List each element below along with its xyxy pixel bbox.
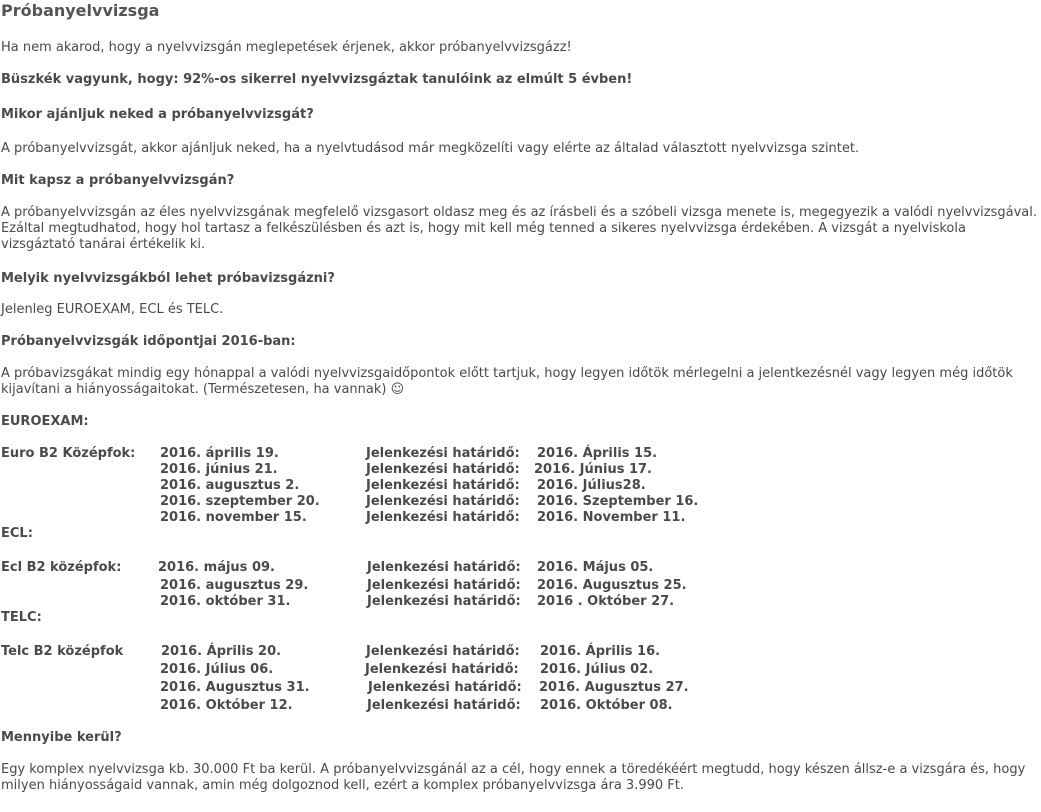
exam-heading-euroexam: EUROEXAM: — [1, 414, 89, 429]
answer-when: A próbanyelvvizsgát, akkor ajánljuk neked, ha a nyelvtudásod már megközelíti vagy elérte az általad választott nyelvvizsga szintet. — [1, 141, 860, 156]
answer-price: Egy komplex nyelvvizsga kb. 30.000 Ft ba kerül. A próbanyelvvizsgánál az a cél, hogy ennek a töredékéért megtudd, hogy készen állsz-e a vizsgára és, hogy milyen hiányosságaid vannak, amin még dolgoznod kell, ezért a komplex próbanyelvvizsga ára 3.990 Ft. — [1, 762, 1026, 793]
deadline-date: 2016. Október 08. — [540, 698, 673, 713]
schedule-row — [1, 578, 1041, 594]
exam-date: 2016. Április 20. — [161, 644, 282, 659]
intro-text: Ha nem akarod, hogy a nyelvvizsgán meglepetések érjenek, akkor próbanyelvvizsgázz! — [1, 40, 572, 55]
deadline-label: Jelenkezési határidő: — [367, 578, 521, 593]
deadline-label: Jelenkezési határidő: — [367, 594, 521, 609]
deadline-label: Jelenkezési határidő: — [366, 510, 520, 525]
exam-date: 2016. május 09. — [158, 560, 275, 575]
deadline-label: Jelenkezési határidő: — [366, 494, 520, 509]
exam-date: 2016. április 19. — [160, 446, 279, 461]
deadline-label: Jelenkezési határidő: — [366, 644, 520, 659]
schedule-row — [1, 644, 1041, 660]
deadline-date: 2016. November 11. — [537, 510, 686, 525]
exam-heading-telc: TELC: — [1, 610, 42, 625]
deadline-label: Jelenkezési határidő: — [366, 446, 520, 461]
exam-level-ecl: Ecl B2 középfok: — [1, 560, 122, 575]
exam-date: 2016. november 15. — [160, 510, 307, 525]
exam-date: 2016. Augusztus 31. — [160, 680, 310, 695]
exam-date: 2016. június 21. — [160, 462, 278, 477]
exam-date: 2016. Július 06. — [160, 662, 274, 677]
question-price: Mennyibe kerül? — [1, 730, 122, 745]
exam-date: 2016. szeptember 20. — [160, 494, 320, 509]
deadline-label: Jelenkezési határidő: — [365, 662, 519, 677]
deadline-label: Jelenkezési határidő: — [366, 478, 520, 493]
question-which: Melyik nyelvvizsgákból lehet próbavizsgázni? — [1, 271, 335, 286]
deadline-label: Jelenkezési határidő: — [368, 680, 522, 695]
deadline-date: 2016 . Október 27. — [537, 594, 675, 609]
deadline-date: 2016. Szeptember 16. — [537, 494, 699, 509]
answer-what: A próbanyelvvizsgán az éles nyelvvizsgának megfelelő vizsgasort oldasz meg és az írásbeli és a szóbeli vizsga menete is, megegyezik a valódi nyelvvizsgával. Ezáltal megtudhatod, hogy hol tartasz a felkészülésben és azt is, hogy mit kell még tenned a sikeres nyelvvizsga érdekében. A vizsgát a nyelviskola vizsgáztató tanárai értékelik ki. — [1, 205, 1038, 252]
deadline-label: Jelenkezési határidő: — [366, 462, 520, 477]
deadline-date: 2016. Augusztus 25. — [537, 578, 687, 593]
exam-date: 2016. Október 12. — [160, 698, 293, 713]
exam-level-euroexam: Euro B2 Középfok: — [1, 446, 136, 461]
deadline-date: 2016. Augusztus 27. — [539, 680, 689, 695]
deadline-date: 2016. Június 17. — [534, 462, 652, 477]
exam-level-telc: Telc B2 középfok — [1, 644, 124, 659]
schedule-row — [1, 698, 1041, 714]
deadline-date: 2016. Április 16. — [540, 644, 661, 659]
deadline-label: Jelenkezési határidő: — [367, 560, 521, 575]
deadline-date: 2016. Július 02. — [540, 662, 654, 677]
page-title: Próbanyelvvizsga — [1, 1, 160, 20]
schedule-row — [1, 446, 1041, 462]
deadline-date: 2016. Április 15. — [537, 446, 658, 461]
question-dates: Próbanyelvvizsgák időpontjai 2016-ban: — [1, 334, 296, 349]
schedule-row — [1, 510, 1041, 526]
exam-heading-ecl: ECL: — [1, 526, 33, 541]
answer-which: Jelenleg EUROEXAM, ECL és TELC. — [1, 302, 224, 317]
deadline-label: Jelenkezési határidő: — [367, 698, 521, 713]
question-when: Mikor ajánljuk neked a próbanyelvvizsgát? — [1, 107, 314, 122]
question-what: Mit kapsz a próbanyelvvizsgán? — [1, 173, 235, 188]
schedule-row — [1, 662, 1041, 678]
answer-dates: A próbavizsgákat mindig egy hónappal a valódi nyelvvizsgaidőpontok előtt tartjuk, hogy legyen időtök mérlegelni a jelentkezésnél vagy legyen még időtök kijavítani a hiányosságaitokat. (Természetesen, ha vannak) ☺ — [1, 366, 1013, 397]
schedule-row — [1, 462, 1041, 478]
exam-date: 2016. október 31. — [160, 594, 291, 609]
schedule-row — [1, 494, 1041, 510]
exam-date: 2016. augusztus 29. — [160, 578, 309, 593]
exam-date: 2016. augusztus 2. — [160, 478, 300, 493]
success-rate-text: Büszkék vagyunk, hogy: 92%-os sikerrel nyelvvizsgáztak tanulóink az elmúlt 5 évben! — [1, 72, 633, 87]
schedule-row — [1, 560, 1041, 576]
schedule-row — [1, 594, 1041, 610]
schedule-row — [1, 680, 1041, 696]
schedule-row — [1, 478, 1041, 494]
deadline-date: 2016. Július28. — [537, 478, 646, 493]
deadline-date: 2016. Május 05. — [537, 560, 654, 575]
